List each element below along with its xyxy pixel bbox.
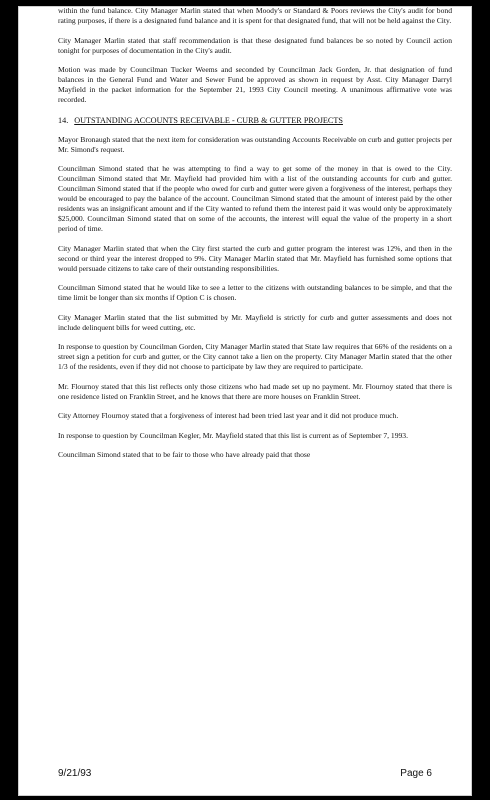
footer-date: 9/21/93 (58, 768, 92, 779)
document-page (18, 6, 472, 796)
paragraph: City Attorney Flournoy stated that a forgiveness of interest had been tried last year and it did not produce much. (58, 411, 399, 420)
page-number: Page 6 (400, 768, 432, 779)
section-title: OUTSTANDING ACCOUNTS RECEIVABLE - CURB & GUTTER PROJECTS (74, 115, 343, 125)
paragraph: In response to question by Councilman Kegler, Mr. Mayfield stated that this list is current as of September 7, 1993. (58, 430, 408, 440)
paragraph: Councilman Simond stated that he would like to see a letter to the citizens with outstanding balances to be simple, and that the time limit be longer than six months if Option C is chosen. (58, 283, 452, 302)
paragraph: Motion was made by Councilman Tucker Weems and seconded by Councilman Jack Gorden, Jr. that designation of fund balances in the General Fund and Water and Sewer Fund be approved as shown in request by Asst. City Manager Darryl Mayfield in the packet information for the September 21, 1993 City Council meeting. A unanimous affirmative vote was recorded. (58, 65, 452, 104)
page-footer (58, 768, 432, 779)
paragraph: Councilman Simond stated that to be fair to those who have already paid that those (58, 450, 311, 459)
section-number: 14. (58, 115, 69, 125)
paragraph: City Manager Marlin stated that when the City first started the curb and gutter program the interest was 12%, and then in the second or third year the interest dropped to 9%. City Manager Marlin stated that Mr. Mayfield has furnished some options that would persuade citizens to take care of their outstanding responsibilities. (58, 243, 452, 273)
page-body (58, 6, 452, 470)
paragraph: within the fund balance. City Manager Marlin stated that when Moody's or Standard & Poors reviews the City's audit for bond rating purposes, if there is a designated fund balance and it is spent for that designated fund, that will not be held against the City. (58, 6, 452, 25)
paragraph: Mr. Flournoy stated that this list reflects only those citizens who had made set up no payment. Mr. Flournoy stated that there is one residence listed on Franklin Street, and he knows that there are more houses on Franklin Street. (58, 381, 452, 401)
paragraph: City Manager Marlin stated that staff recommendation is that these designated fund balances be so noted by Council action tonight for purposes of documentation in the City's audit. (58, 35, 452, 55)
section-heading (58, 115, 452, 126)
paragraph: City Manager Marlin stated that the list submitted by Mr. Mayfield is strictly for curb and gutter assessments and does not include delinquent bills for weed cutting, etc. (58, 312, 452, 332)
paragraph: Councilman Simond stated that he was attempting to find a way to get some of the money in that is owed to the City. Councilman Simond stated that Mr. Mayfield had provided him with a list of the outstanding accounts for curb and gutter. Councilman Simond stated that if the people who owed for curb and gutter were given a forgiveness of the interest, perhaps they would be encouraged to pay the balance of the account. Councilman Simond stated that the amount of interest paid by the other residents was an insignificant amount and if the City wanted to refund them the interest paid it was would only be approximately $25,000. Councilman Simond stated that on some of the accounts, the interest will equal the value of the property in a short period of time. (58, 164, 452, 233)
paragraph: Mayor Bronaugh stated that the next item for consideration was outstanding Accounts Receivable on curb and gutter projects per Mr. Simond's request. (58, 134, 452, 154)
paragraph: In response to question by Councilman Gorden, City Manager Marlin stated that State law requires that 66% of the residents on a street sign a petition for curb and gutter, or the City cannot take a lien on the property. City Manager Marlin stated that the other 1/3 of the residents, even if they did not choose to participate by law they are required to participate. (58, 342, 452, 371)
